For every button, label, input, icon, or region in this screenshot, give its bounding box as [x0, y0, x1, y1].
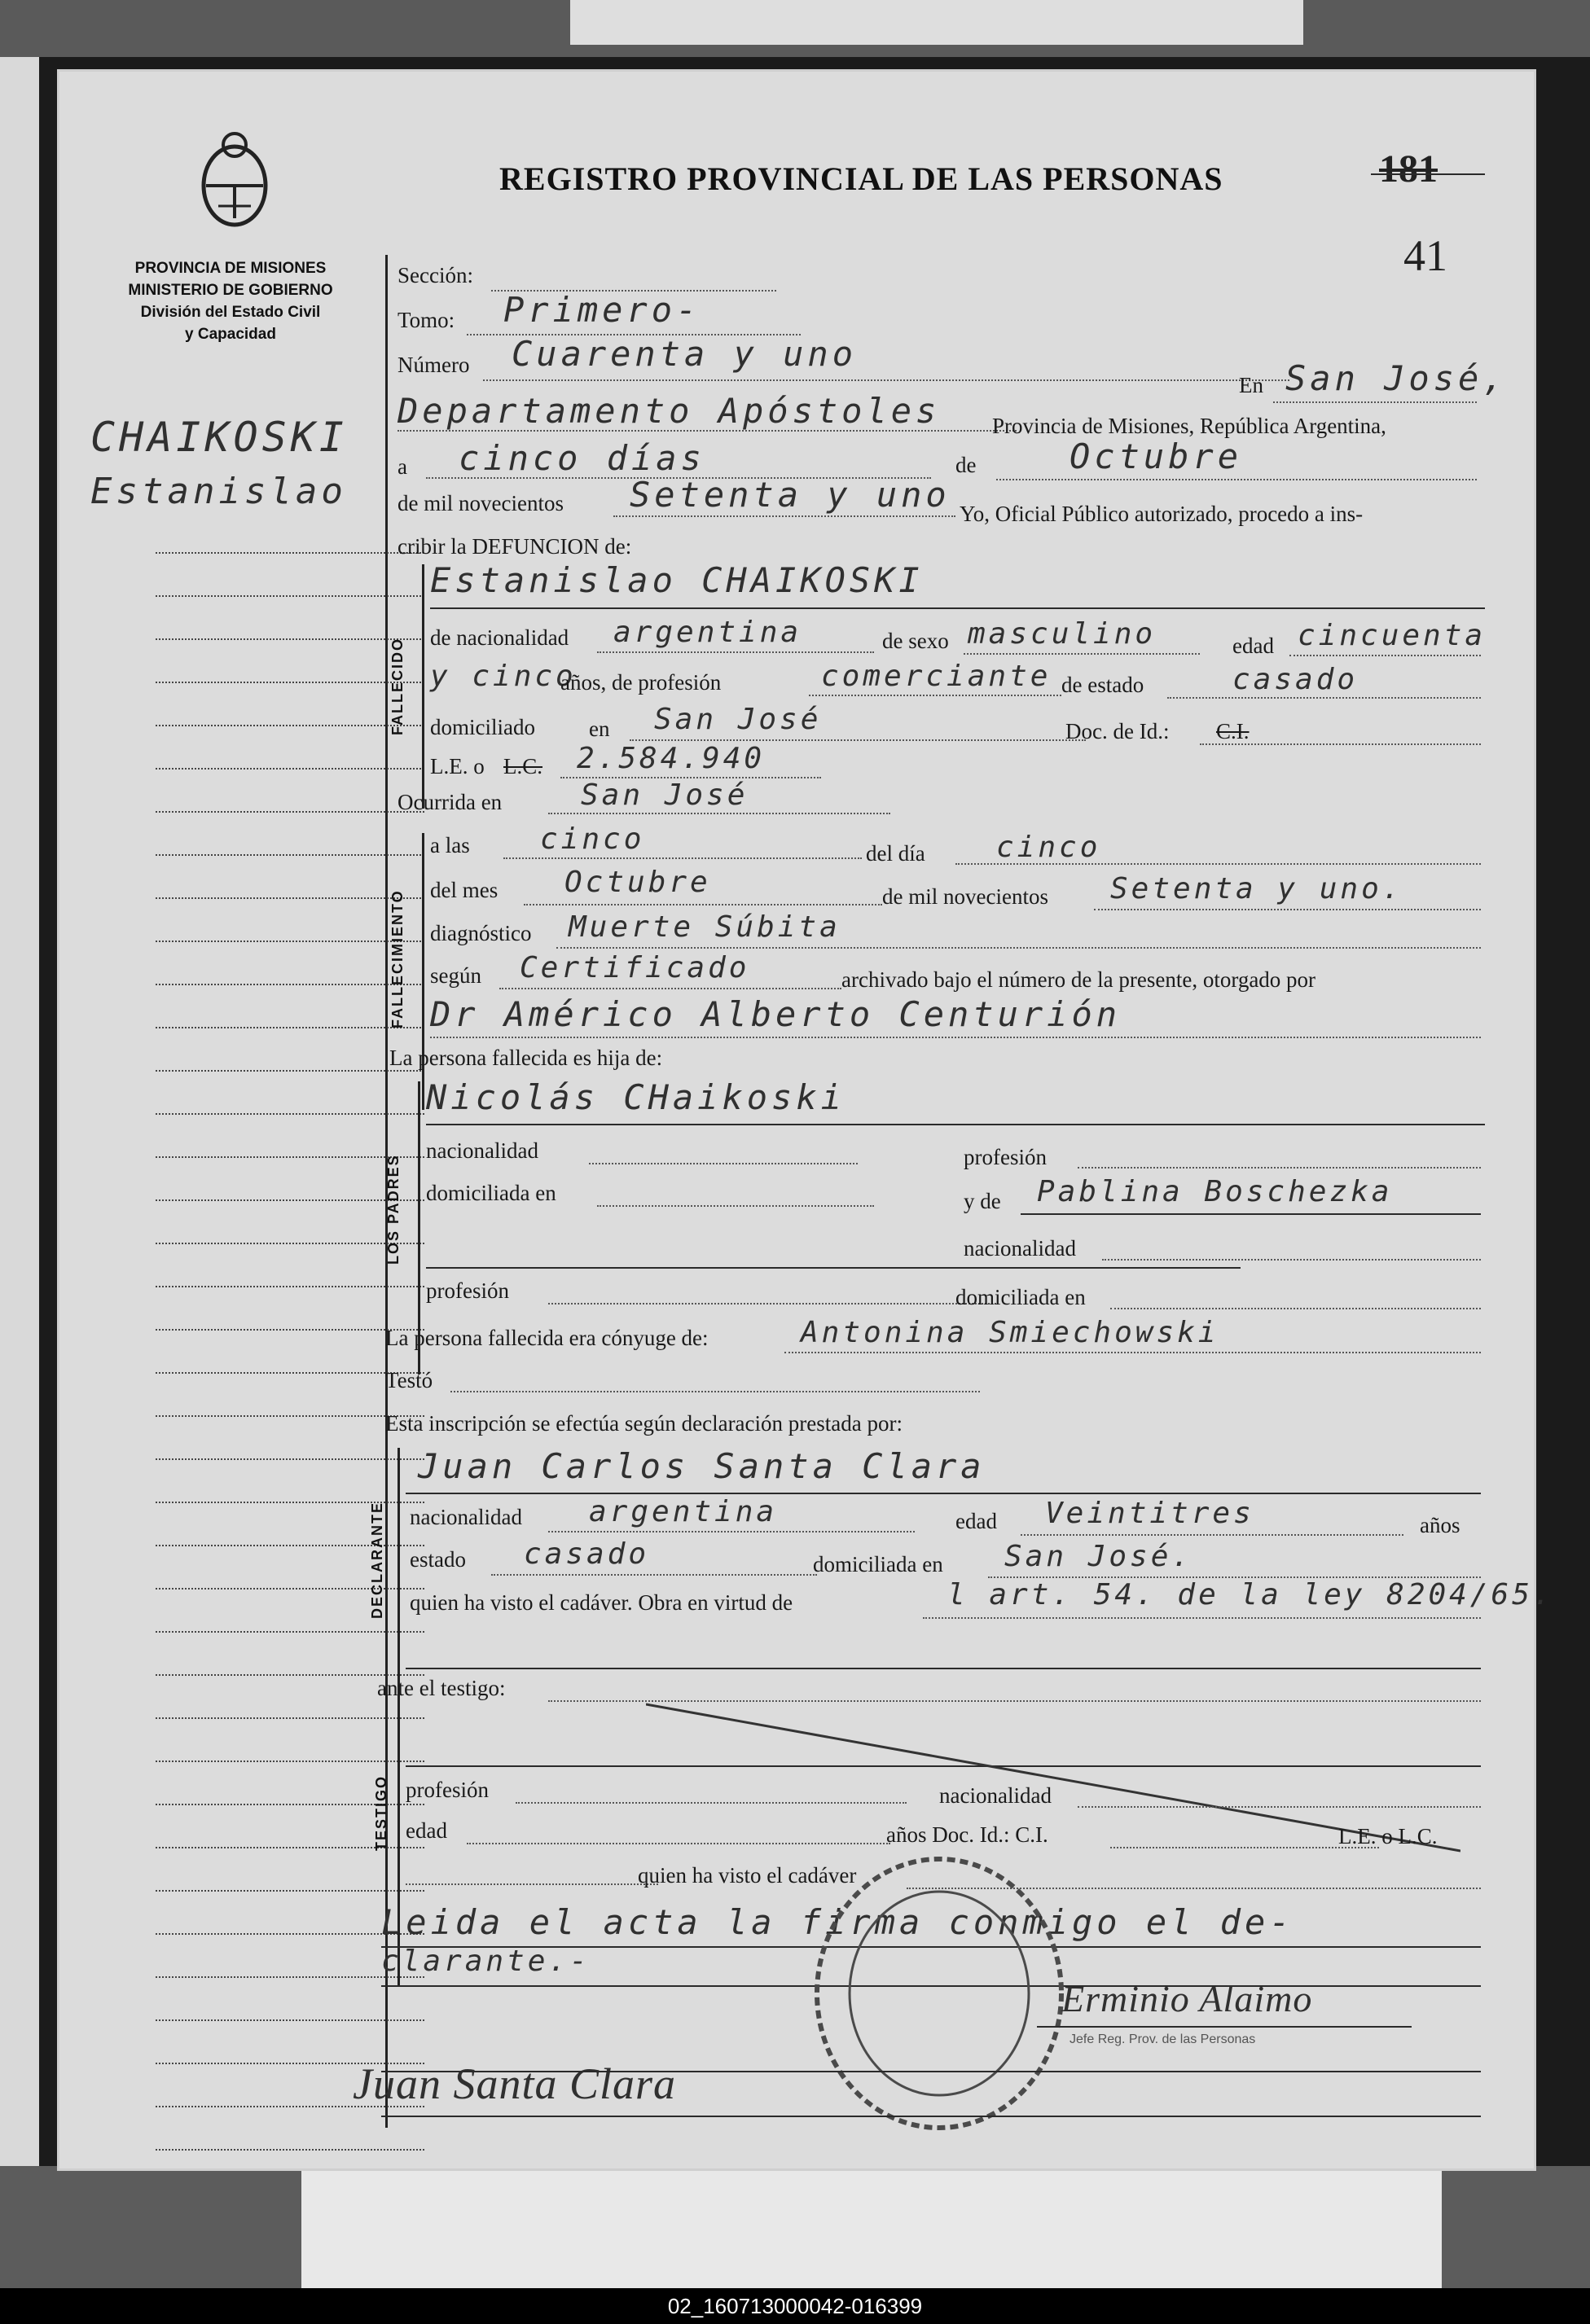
- margin-line: [156, 1156, 424, 1158]
- margin-line: [156, 1761, 424, 1762]
- declarante-name-line: [406, 1493, 1481, 1494]
- del-dia-label: del día: [866, 841, 925, 866]
- margin-line: [156, 2149, 424, 2151]
- del-mes-label: del mes: [430, 878, 499, 902]
- declarante-estado-value: casado: [524, 1537, 650, 1571]
- margin-line: [156, 1372, 424, 1374]
- declarante-section-label: DECLARANTE: [369, 1502, 385, 1619]
- declarante-extra-line: [406, 1668, 1481, 1669]
- margin-line: [156, 1243, 424, 1244]
- margin-line: [156, 768, 424, 770]
- edad-value-continued: y cinco: [430, 660, 577, 693]
- doc-struck-value: C.I.: [1216, 719, 1250, 743]
- sexo-line: [964, 653, 1200, 655]
- diagnostico-value: Muerte Súbita: [569, 910, 841, 944]
- margin-line: [156, 811, 424, 813]
- conyuge-label: La persona fallecida era cónyuge de:: [385, 1326, 709, 1350]
- margin-surname: CHAIKOSKI: [90, 414, 348, 461]
- padre-profesion-line: [1078, 1167, 1481, 1169]
- margin-line: [156, 1329, 424, 1331]
- testo-label: Testó: [385, 1368, 433, 1392]
- numero-label: Número: [398, 353, 470, 377]
- ministry-line: MINISTERIO DE GOBIERNO: [128, 282, 333, 299]
- firma-declarante: Juan Santa Clara: [353, 2059, 677, 2108]
- testigo-nacionalidad-line: [1078, 1806, 1481, 1808]
- coat-of-arms-icon: [194, 129, 275, 235]
- margin-line: [156, 1890, 424, 1892]
- padre-name-line: [426, 1124, 1485, 1125]
- testigo-edad-label: edad: [406, 1818, 447, 1843]
- margin-line: [156, 682, 424, 683]
- declarante-nacionalidad-value: argentina: [589, 1495, 778, 1528]
- fallecido-name-line: [430, 607, 1485, 609]
- estado-line: [1167, 697, 1481, 699]
- fallecido-domicilio-value: San José: [654, 703, 822, 736]
- domiciliado-label: domiciliado: [430, 715, 535, 739]
- a-las-line: [503, 857, 862, 859]
- madre-nacionalidad-label: nacionalidad: [964, 1236, 1076, 1261]
- testigo-cadaver-text: quien ha visto el cadáver: [638, 1863, 857, 1888]
- margin-line: [156, 1286, 424, 1287]
- left-page-edge: [0, 57, 39, 2190]
- numero-value: Cuarenta y uno: [512, 334, 858, 374]
- mes-value: Octubre: [1070, 436, 1243, 476]
- province-header: [92, 257, 369, 345]
- padre-profesion-label: profesión: [964, 1145, 1047, 1169]
- cierre-rule4: [381, 2116, 1481, 2117]
- ocurrida-label: Ocurrida en: [398, 790, 503, 814]
- testigo-edad-line: [467, 1843, 890, 1844]
- testigo-intro: ante el testigo:: [377, 1676, 506, 1700]
- testigo-profesion-line: [516, 1802, 907, 1804]
- estado-value: casado: [1232, 663, 1359, 696]
- padre-nacionalidad-line: [589, 1163, 858, 1164]
- padre-profesion2-line: [548, 1303, 996, 1305]
- firma-oficial-line: [1037, 2026, 1412, 2028]
- page-number: 41: [1403, 231, 1447, 280]
- declarante-nacionalidad-label: nacionalidad: [410, 1505, 522, 1529]
- top-strip: [0, 0, 1590, 57]
- profesion-value: comerciante: [821, 660, 1052, 693]
- profesion-line: [809, 695, 1061, 696]
- anio-prefix: de mil novecientos: [398, 491, 564, 515]
- oficial-title: Jefe Reg. Prov. de las Personas: [1070, 2032, 1256, 2046]
- margin-line: [156, 1070, 424, 1072]
- fallecido-name: Estanislao CHAIKOSKI: [430, 560, 924, 600]
- madre-name-line: [1021, 1213, 1481, 1215]
- departamento-value: Departamento Apóstoles: [398, 391, 941, 431]
- conyuge-value: Antonina Smiechowski: [801, 1316, 1219, 1349]
- testo-line: [450, 1391, 980, 1392]
- testigo-cadaver-line-left: [406, 1883, 658, 1885]
- seccion-label: Sección:: [398, 263, 473, 287]
- virtud-line: [923, 1617, 1481, 1619]
- archivado-text: archivado bajo el número de la presente, otorgado por: [841, 967, 1316, 992]
- fallecido-domicilio-line: [630, 739, 1086, 741]
- fallecido-bracket: [422, 564, 424, 809]
- oficial-text: Yo, Oficial Público autorizado, procedo a ins-: [960, 502, 1364, 526]
- del-dia-value: cinco: [996, 831, 1101, 864]
- testigo-anios-doc-label: años Doc. Id.: C.I.: [886, 1822, 1048, 1847]
- anio-value: Setenta y uno: [630, 475, 951, 515]
- margin-line: [156, 941, 424, 942]
- domiciliado-en-label: en: [589, 717, 610, 741]
- en-label: En: [1239, 373, 1263, 397]
- firma-oficial: Erminio Alaimo: [1061, 1978, 1313, 2019]
- image-caption: 02_160713000042-016399: [0, 2288, 1590, 2324]
- padres-intro: La persona fallecida es hija de:: [389, 1046, 663, 1070]
- diagnostico-label: diagnóstico: [430, 921, 532, 945]
- margin-line: [156, 725, 424, 726]
- virtud-value: l art. 54. de la ley 8204/65.: [947, 1578, 1554, 1611]
- ocurrida-line: [548, 813, 890, 814]
- mil-novecientos-label: de mil novecientos: [882, 884, 1048, 909]
- a-las-label: a las: [430, 833, 470, 857]
- margin-line: [156, 854, 424, 856]
- fallecimiento-anio-value: Setenta y uno.: [1110, 872, 1403, 905]
- declarante-edad-value: Veintitres: [1045, 1497, 1254, 1530]
- sexo-label: de sexo: [882, 629, 949, 653]
- padre-name: Nicolás CHaikoski: [426, 1077, 846, 1117]
- declarante-edad-label: edad: [955, 1509, 997, 1533]
- crossed-page-number: 181: [1379, 147, 1438, 191]
- anio-line: [613, 515, 955, 517]
- declarante-domicilio-value: San José.: [1004, 1540, 1193, 1573]
- declarante-estado-line: [491, 1574, 817, 1576]
- diagnostico-line: [556, 947, 1481, 949]
- register-page: [57, 69, 1554, 2171]
- edad-label: edad: [1232, 634, 1274, 658]
- a-label: a: [398, 454, 407, 479]
- declarante-nacionalidad-line: [548, 1531, 915, 1533]
- margin-line: [156, 897, 424, 899]
- testigo-le-lc-label: L.E. o L.C.: [1338, 1824, 1438, 1848]
- strike-line: [1371, 173, 1485, 175]
- le-label: L.E. o: [430, 754, 485, 778]
- madre-nacionalidad-line: [1102, 1259, 1481, 1261]
- margin-line: [156, 1415, 424, 1417]
- segun-label: según: [430, 963, 481, 988]
- margin-line: [156, 595, 424, 597]
- fallecimiento-section-label: FALLECIMIENTO: [389, 889, 406, 1028]
- fallecido-nacionalidad-line: [597, 651, 874, 653]
- declaracion-text: Esta inscripción se efectúa según declaración prestada por:: [385, 1411, 903, 1436]
- provincia-text: Provincia de Misiones, República Argentina,: [992, 414, 1386, 438]
- margin-line: [156, 1113, 424, 1115]
- segun-value: Certificado: [520, 951, 750, 984]
- bottom-strip: [0, 2166, 1590, 2288]
- en-line: [1273, 401, 1477, 403]
- segun-line: [499, 988, 841, 989]
- cierre-rule3: [381, 2071, 1481, 2072]
- official-seal: [801, 1847, 1078, 2140]
- padre-extra-line: [426, 1267, 1241, 1269]
- del-mes-line: [524, 904, 882, 905]
- del-dia-line: [955, 863, 1481, 865]
- fallecido-section-label: FALLECIDO: [389, 638, 406, 735]
- numero-line: [483, 379, 1289, 381]
- capacity-line: y Capacidad: [185, 326, 276, 343]
- division-line: División del Estado Civil: [140, 304, 321, 321]
- madre-domicilio-line: [1110, 1308, 1481, 1309]
- testigo-nacionalidad-label: nacionalidad: [939, 1783, 1052, 1808]
- medico-value: Dr Américo Alberto Centurión: [430, 994, 1122, 1034]
- margin-line: [156, 552, 424, 554]
- edad-line: [1289, 655, 1481, 656]
- cribir-text: cribir la DEFUNCION de:: [398, 534, 632, 559]
- fallecido-nacionalidad-label: de nacionalidad: [430, 625, 569, 650]
- margin-line: [156, 1717, 424, 1719]
- margin-line: [156, 1458, 424, 1460]
- margin-line: [156, 984, 424, 985]
- lc-struck: L.C.: [503, 754, 543, 778]
- padre-nacionalidad-label: nacionalidad: [426, 1138, 538, 1163]
- tomo-value: Primero-: [503, 290, 701, 330]
- margin-line: [156, 1027, 424, 1028]
- margin-line: [156, 2019, 424, 2021]
- doc-label: Doc. de Id.:: [1065, 719, 1170, 743]
- previous-page-edge: [570, 0, 1303, 45]
- margin-line: [156, 638, 424, 640]
- declarante-name: Juan Carlos Santa Clara: [418, 1446, 986, 1486]
- edad-value: cincuenta: [1298, 619, 1487, 652]
- cierre-line1: Leida el acta la firma conmigo el de-: [381, 1902, 1294, 1942]
- anios-profesion-label: años, de profesión: [560, 670, 722, 695]
- declarante-anios-label: años: [1420, 1513, 1460, 1537]
- testigo-section-label: TESTIGO: [373, 1774, 389, 1851]
- sexo-value: masculino: [968, 617, 1157, 651]
- y-de-label: y de: [964, 1189, 1001, 1213]
- fallecimiento-anio-line: [1094, 909, 1481, 910]
- mes-line: [996, 479, 1477, 480]
- declarante-edad-line: [1021, 1534, 1403, 1536]
- cadaver-text: quien ha visto el cadáver. Obra en virtud de: [410, 1590, 793, 1615]
- cierre-line2: clarante.-: [381, 1945, 591, 1978]
- dias-value: cinco días: [459, 438, 705, 478]
- page-title: REGISTRO PROVINCIAL DE LAS PERSONAS: [499, 160, 1223, 197]
- underlying-paper: [301, 2166, 1442, 2288]
- en-value: San José,: [1285, 358, 1508, 398]
- margin-given-name: Estanislao: [90, 471, 347, 512]
- ocurrida-value: San José: [581, 778, 749, 812]
- padres-section-label: LOS PADRES: [385, 1154, 402, 1265]
- medico-line: [430, 1037, 1481, 1038]
- madre-domiciliada-label: domiciliada en: [955, 1285, 1086, 1309]
- doc-line: [1200, 743, 1481, 745]
- declarante-estado-label: estado: [410, 1547, 466, 1572]
- margin-line: [156, 1199, 424, 1201]
- margin-line: [156, 1631, 424, 1633]
- padre-domicilio-line: [597, 1205, 874, 1207]
- fallecido-nacionalidad-value: argentina: [613, 616, 802, 649]
- del-mes-value: Octubre: [564, 866, 711, 899]
- de-label: de: [955, 453, 977, 477]
- tomo-label: Tomo:: [398, 308, 455, 332]
- declarante-domiciliada-label: domiciliada en: [813, 1552, 943, 1576]
- le-value: 2.584.940: [577, 742, 766, 775]
- a-las-value: cinco: [540, 822, 645, 856]
- testigo-profesion-label: profesión: [406, 1778, 489, 1802]
- departamento-line: [398, 430, 1017, 432]
- conyuge-line: [784, 1352, 1481, 1353]
- estado-label: de estado: [1061, 673, 1144, 697]
- madre-name: Pablina Boschezka: [1037, 1175, 1393, 1208]
- padre-domiciliada-label: domiciliada en: [426, 1181, 556, 1205]
- province-line: PROVINCIA DE MISIONES: [134, 260, 327, 277]
- padre-profesion2-label: profesión: [426, 1278, 509, 1303]
